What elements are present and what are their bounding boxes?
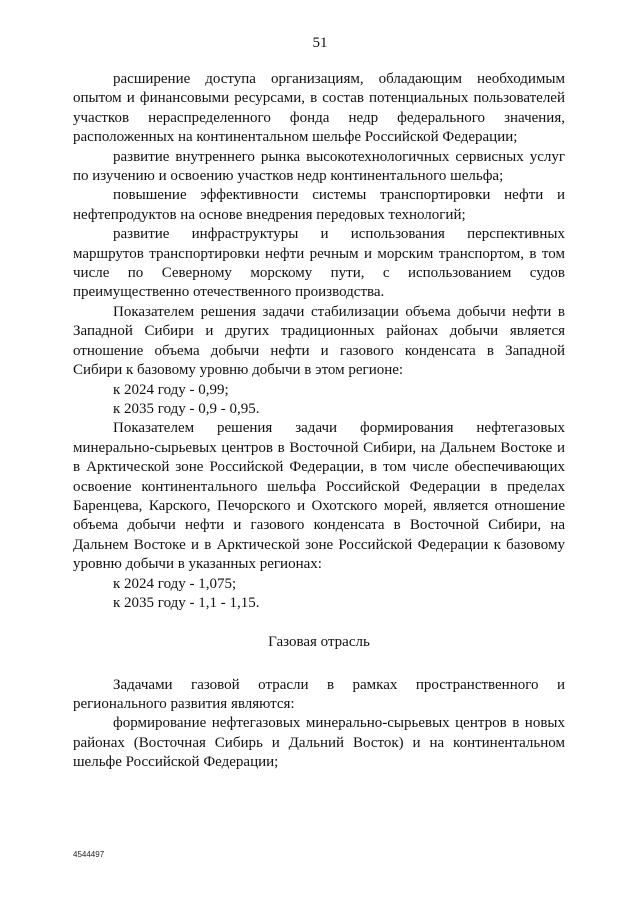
text-line: маршрутов транспортировки нефти речным и морским транспортом, в том — [73, 245, 565, 262]
paragraph — [73, 225, 565, 303]
text-line: Показателем решения задачи стабилизации объема добычи нефти в — [113, 303, 565, 320]
text-line: к 2024 году - 0,99; — [113, 381, 229, 398]
paragraph — [73, 400, 565, 419]
text-line: регионального развития являются: — [73, 695, 295, 712]
text-line: расширение доступа организациям, обладающим необходимым — [113, 71, 565, 87]
text-line: преимущественно отечественного производства. — [73, 284, 385, 301]
main-paragraphs — [73, 70, 565, 613]
text-line: Дальнем Востоке и в Арктической зоне Российской Федерации к базовому — [73, 536, 565, 553]
text-line: формирование нефтегазовых минерально-сырьевых центров в новых — [113, 715, 565, 732]
text-line: опытом и финансовыми ресурсами, в состав потенциальных пользователей — [73, 90, 565, 107]
paragraph — [73, 148, 565, 187]
section-heading: Газовая отрасль — [268, 633, 370, 650]
paragraph — [73, 186, 565, 225]
text-line: развитие внутреннего рынка высокотехнологичных сервисных услуг — [113, 148, 565, 165]
paragraph — [73, 714, 565, 772]
text-line: участков нераспределенного фонда недр федерального значения, — [73, 109, 565, 126]
text-line: повышение эффективности системы транспортировки нефти и — [113, 187, 565, 204]
text-line: развитие инфраструктуры и использования перспективных — [113, 226, 565, 243]
text-line: минерально-сырьевых центров в Восточной Сибири, на Дальнем Востоке и — [73, 439, 565, 456]
paragraph — [73, 70, 565, 148]
text-line: объема добычи нефти и газового конденсата в Восточной Сибири, на — [73, 517, 565, 534]
section-paragraphs — [73, 676, 565, 773]
text-line: уровню добычи в указанных регионах: — [73, 556, 322, 573]
paragraph — [73, 381, 565, 400]
text-line: к 2035 году - 0,9 - 0,95. — [113, 400, 260, 417]
text-line: к 2024 году - 1,075; — [113, 575, 237, 592]
text-line: Задачами газовой отрасли в рамках пространственного и — [113, 676, 565, 693]
text-line: Баренцева, Карского, Печорского и Охотского морей, является отношение — [73, 497, 565, 514]
text-line: в Арктической зоне Российской Федерации, в том числе обеспечивающих — [73, 459, 565, 476]
text-line: шельфе Российской Федерации; — [73, 754, 279, 771]
spacer — [73, 652, 565, 671]
text-line: расположенных на континентальном шельфе Российской Федерации; — [73, 129, 518, 146]
text-line: Показателем решения задачи формирования нефтегазовых — [113, 420, 565, 437]
spacer — [73, 613, 565, 632]
document-body — [73, 70, 565, 773]
paragraph — [73, 676, 565, 715]
page-number: 51 — [312, 35, 328, 51]
text-line: нефтепродуктов на основе внедрения передовых технологий; — [73, 206, 466, 223]
text-line: по изучению и освоению участков недр континентального шельфа; — [73, 168, 504, 185]
text-line: Сибири к базовому уровню добычи в этом регионе: — [73, 362, 404, 379]
paragraph — [73, 575, 565, 594]
text-line: освоение континентального шельфа Российской Федерации в пределах — [73, 478, 565, 495]
paragraph — [73, 419, 565, 574]
text-line: к 2035 году - 1,1 - 1,15. — [113, 594, 260, 611]
paragraph — [73, 303, 565, 381]
text-line: числе по Северному морскому пути, с использованием судов — [73, 265, 565, 282]
text-line: Западной Сибири и других традиционных районах добычи является — [73, 323, 565, 340]
document-code: 4544497 — [73, 850, 105, 859]
text-line: районах (Восточная Сибирь и Дальний Восток) и на континентальном — [73, 734, 565, 751]
paragraph — [73, 594, 565, 613]
text-line: отношение объема добычи нефти и газового конденсата в Западной — [73, 342, 565, 359]
